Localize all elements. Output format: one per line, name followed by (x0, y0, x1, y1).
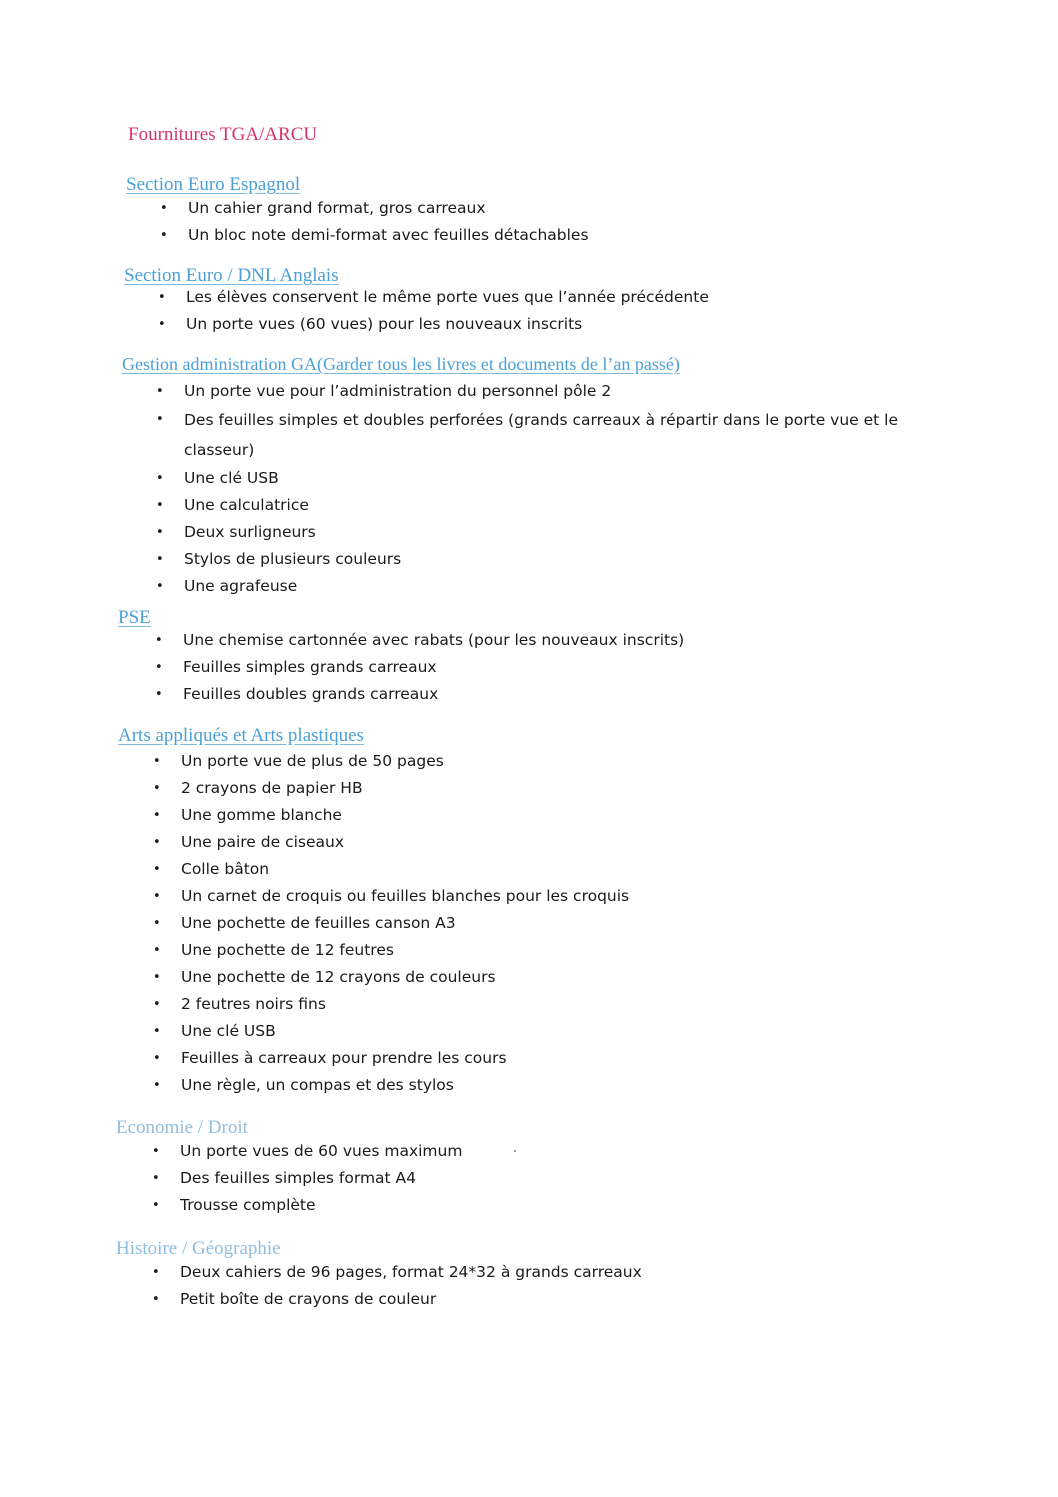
bullet-icon: • (156, 384, 164, 399)
section-list-gestion-administration (156, 378, 904, 600)
list-item: • Stylos de plusieurs couleurs (156, 546, 904, 573)
list-item: • Une gomme blanche (153, 802, 629, 829)
bullet-icon: • (152, 1171, 160, 1186)
section-list-histoire-geographie (152, 1259, 642, 1313)
bullet-icon: • (153, 1024, 161, 1039)
list-item: • Un carnet de croquis ou feuilles blanches pour les croquis (153, 883, 629, 910)
bullet-icon: • (153, 889, 161, 904)
bullet-icon: • (153, 943, 161, 958)
document-title: Fournitures TGA/ARCU (128, 124, 318, 145)
section-list-euro-dnl-anglais (158, 284, 709, 338)
list-item: • Trousse complète (152, 1192, 462, 1219)
list-item: • Feuilles à carreaux pour prendre les cours (153, 1045, 629, 1072)
bullet-icon: • (156, 412, 164, 427)
list-item: • Des feuilles simples et doubles perforées (grands carreaux à répartir dans le porte vue et le classeur) (156, 405, 904, 465)
bullet-icon: • (152, 1198, 160, 1213)
section-list-euro-espagnol (160, 195, 589, 249)
section-heading-pse: PSE (118, 607, 151, 628)
list-item: • Les élèves conservent le même porte vues que l’année précédente (158, 284, 709, 311)
bullet-icon: • (153, 835, 161, 850)
list-item: • Une pochette de feuilles canson A3 (153, 910, 629, 937)
list-item: • Une chemise cartonnée avec rabats (pour les nouveaux inscrits) (155, 627, 684, 654)
list-item: • Un porte vue de plus de 50 pages (153, 748, 629, 775)
list-item: • Feuilles simples grands carreaux (155, 654, 684, 681)
section-heading-euro-dnl-anglais: Section Euro / DNL Anglais (124, 265, 339, 286)
bullet-icon: • (153, 862, 161, 877)
list-item: • Une clé USB (153, 1018, 629, 1045)
bullet-icon: • (155, 660, 163, 675)
list-item: • Deux cahiers de 96 pages, format 24*32 à grands carreaux (152, 1259, 642, 1286)
list-item: • Un porte vues (60 vues) pour les nouveaux inscrits (158, 311, 709, 338)
list-item: • 2 crayons de papier HB (153, 775, 629, 802)
list-item: • Un porte vue pour l’administration du personnel pôle 2 (156, 378, 904, 405)
bullet-icon: • (156, 471, 164, 486)
list-item: • Petit boîte de crayons de couleur (152, 1286, 642, 1313)
bullet-icon: • (156, 579, 164, 594)
bullet-icon: • (158, 317, 166, 332)
list-item: • Deux surligneurs (156, 519, 904, 546)
bullet-icon: • (152, 1265, 160, 1280)
section-list-economie-droit (152, 1138, 462, 1219)
list-item: • Des feuilles simples format A4 (152, 1165, 462, 1192)
list-item: • Une règle, un compas et des stylos (153, 1072, 629, 1099)
bullet-icon: • (153, 781, 161, 796)
list-item: • Une clé USB (156, 465, 904, 492)
list-item: • Un cahier grand format, gros carreaux (160, 195, 589, 222)
bullet-icon: • (152, 1292, 160, 1307)
bullet-icon: • (153, 1051, 161, 1066)
list-item: • Une paire de ciseaux (153, 829, 629, 856)
bullet-icon: • (156, 525, 164, 540)
list-item: • Colle bâton (153, 856, 629, 883)
bullet-icon: • (156, 498, 164, 513)
section-heading-arts: Arts appliqués et Arts plastiques (118, 725, 364, 746)
section-heading-economie-droit: Economie / Droit (116, 1117, 248, 1138)
list-item: • Une calculatrice (156, 492, 904, 519)
bullet-icon: • (153, 808, 161, 823)
bullet-icon: • (153, 754, 161, 769)
section-heading-histoire-geographie: Histoire / Géographie (116, 1238, 281, 1259)
section-list-arts (153, 748, 629, 1099)
bullet-icon: • (160, 201, 168, 216)
bullet-icon: • (152, 1144, 160, 1159)
bullet-icon: • (153, 997, 161, 1012)
list-item: • Une pochette de 12 crayons de couleurs (153, 964, 629, 991)
section-heading-euro-espagnol: Section Euro Espagnol (126, 174, 301, 195)
bullet-icon: • (155, 633, 163, 648)
bullet-icon: • (153, 1078, 161, 1093)
bullet-icon: • (160, 228, 168, 243)
list-item: • Un porte vues de 60 vues maximum (152, 1138, 462, 1165)
bullet-icon: • (156, 552, 164, 567)
bullet-icon: • (153, 970, 161, 985)
list-item: • Un bloc note demi-format avec feuilles détachables (160, 222, 589, 249)
list-item: • 2 feutres noirs fins (153, 991, 629, 1018)
section-list-pse (155, 627, 684, 708)
bullet-icon: • (158, 290, 166, 305)
section-heading-gestion-administration: Gestion administration GA(Garder tous les livres et documents de l’an passé) (122, 354, 680, 374)
scan-speck (514, 1150, 516, 1152)
list-item: • Une agrafeuse (156, 573, 904, 600)
bullet-icon: • (155, 687, 163, 702)
list-item: • Feuilles doubles grands carreaux (155, 681, 684, 708)
list-item: • Une pochette de 12 feutres (153, 937, 629, 964)
bullet-icon: • (153, 916, 161, 931)
